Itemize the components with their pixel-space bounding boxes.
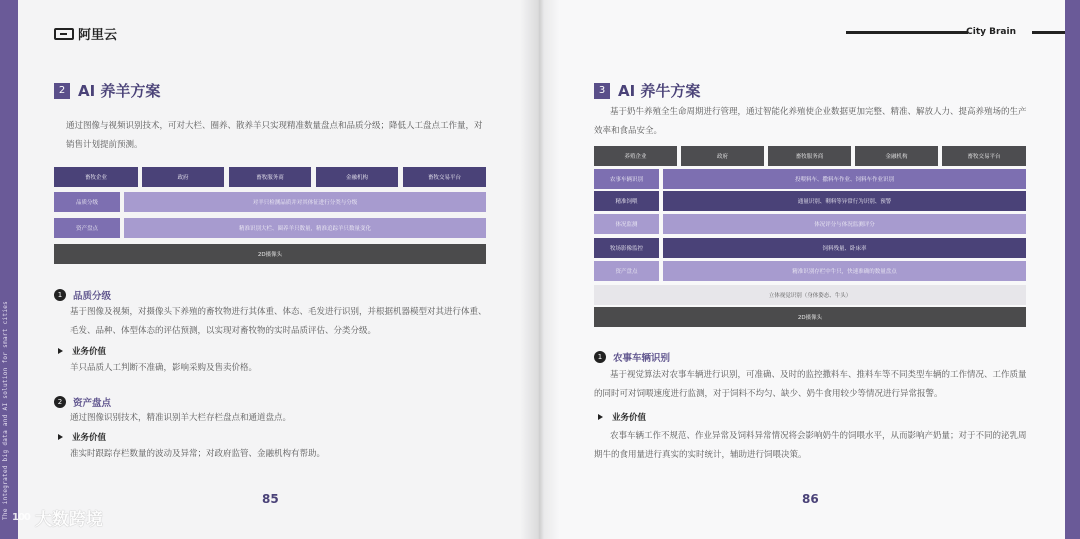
diagram-stakeholder: 养殖企业 bbox=[594, 146, 677, 166]
diagram-stakeholder: 金融机构 bbox=[855, 146, 938, 166]
triangle-bullet-icon bbox=[58, 348, 63, 354]
watermark-icon: 100 bbox=[12, 512, 30, 523]
value-text: 准实时跟踪存栏数量的波动及异常；对政府监管、金融机构有帮助。 bbox=[70, 449, 326, 459]
diagram-row-label: 资产盘点 bbox=[54, 218, 120, 238]
diagram-stakeholder: 畜牧交易平台 bbox=[403, 167, 486, 187]
diagram-stakeholder: 畜牧企业 bbox=[54, 167, 138, 187]
subsection-text: 基于图像及视频，对摄像头下养殖的畜牧物进行其体重、体态、毛发进行识别，并根据机器模型对其进行体重、毛发、品种、体型体态的评估预测，以实现对畜牧物的实时品质评估、分类分级。 bbox=[70, 307, 487, 336]
value-heading: 业务价值 bbox=[58, 431, 106, 443]
subsection-text: 通过图像识别技术，精准识别羊大栏存栏盘点和通道盘点。 bbox=[70, 413, 292, 423]
diagram-row-label: 体况监测 bbox=[594, 214, 659, 234]
diagram-stakeholder: 金融机构 bbox=[316, 167, 398, 187]
diagram-stakeholder: 畜牧交易平台 bbox=[942, 146, 1026, 166]
diagram-row-label: 品质分级 bbox=[54, 192, 120, 212]
right-color-strip bbox=[1065, 0, 1080, 539]
value-text: 羊只品质人工判断不准确，影响采购及售卖价格。 bbox=[70, 363, 258, 373]
subsection-number: 1 bbox=[54, 289, 66, 301]
page-number: 86 bbox=[802, 492, 819, 506]
diagram-row-content: 通量识别、剩料等异常行为识别、预警 bbox=[663, 191, 1026, 211]
diagram-sensor-row: 立体视觉识别（身体姿态、牛头） bbox=[594, 285, 1026, 305]
diagram-base-camera: 2D摄像头 bbox=[594, 307, 1026, 327]
diagram-stakeholder: 政府 bbox=[681, 146, 764, 166]
subsection-title: 资产盘点 bbox=[73, 398, 112, 409]
section-heading bbox=[594, 80, 700, 101]
section-title: AI 养牛方案 bbox=[618, 82, 701, 100]
right-page bbox=[540, 0, 1080, 539]
diagram-stakeholder: 政府 bbox=[142, 167, 224, 187]
diagram-row-label: 资产盘点 bbox=[594, 261, 659, 281]
header-rule bbox=[846, 31, 968, 34]
subsection-number: 1 bbox=[594, 351, 606, 363]
section-heading bbox=[54, 80, 160, 101]
triangle-bullet-icon bbox=[598, 414, 603, 420]
triangle-bullet-icon bbox=[58, 434, 63, 440]
subsection-title: 农事车辆识别 bbox=[613, 353, 671, 364]
diagram-row-content: 投喂料车、撒料车作业、饲料车作业识别 bbox=[663, 169, 1026, 189]
side-caption: The integrated big data and AI solution for smart cities bbox=[2, 300, 9, 520]
subsection-number: 2 bbox=[54, 396, 66, 408]
diagram-row-content: 精准识别存栏中牛只，快速准确的数量盘点 bbox=[663, 261, 1026, 281]
diagram-row-content: 精准识别大栏、圈养羊只数量，精准追踪羊只数量变化 bbox=[124, 218, 486, 238]
diagram-row-label: 牧场影像监控 bbox=[594, 238, 659, 258]
diagram-row-content: 体况评分与体况监测评分 bbox=[663, 214, 1026, 234]
diagram-row-label: 农事车辆识别 bbox=[594, 169, 659, 189]
value-heading: 业务价值 bbox=[58, 345, 106, 357]
logo-text: 阿里云 bbox=[78, 28, 118, 43]
value-heading: 业务价值 bbox=[598, 411, 646, 423]
diagram-row-label: 精准饲喂 bbox=[594, 191, 659, 211]
subsection-text: 基于视觉算法对农事车辆进行识别，可准确、及时的监控撒料车、推料车等不同类型车辆的工作情况、工作质量的同时可对饲喂速度进行监测，对于饲料不均匀、缺少、奶牛食用较少等情况进行异常报警。 bbox=[594, 370, 1027, 399]
section-number: 2 bbox=[54, 83, 70, 99]
subsection-heading bbox=[594, 350, 670, 364]
section-intro: 基于奶牛养殖全生命周期进行管理，通过智能化养殖使企业数据更加完整、精准、解放人力、提高养殖场的生产效率和食品安全。 bbox=[594, 107, 1027, 136]
section-intro: 通过图像与视频识别技术，可对大栏、圈养、散养羊只实现精准数量盘点和品质分级；降低人工盘点工作量，对销售计划提前预测。 bbox=[66, 121, 483, 150]
value-text: 农事车辆工作不规范、作业异常及饲料异常情况将会影响奶牛的饲喂水平，从而影响产奶量；对于不同的泌乳周期牛的食用量进行真实的实时统计，辅助进行饲喂决策。 bbox=[594, 431, 1027, 460]
subsection-heading bbox=[54, 395, 111, 409]
diagram-row-content: 对羊只检测品质并对其体征进行分类与分级 bbox=[124, 192, 486, 212]
section-title: AI 养羊方案 bbox=[78, 82, 161, 100]
subsection-title: 品质分级 bbox=[73, 291, 112, 302]
diagram-base-camera: 2D摄像头 bbox=[54, 244, 486, 264]
company-logo bbox=[54, 24, 117, 43]
logo-icon bbox=[54, 28, 74, 40]
watermark bbox=[12, 505, 103, 530]
diagram-stakeholder: 畜牧服务商 bbox=[229, 167, 311, 187]
page-number: 85 bbox=[262, 492, 279, 506]
diagram-stakeholder: 畜牧服务商 bbox=[768, 146, 851, 166]
header-rule bbox=[1032, 31, 1066, 34]
diagram-row-content: 饲料残量、卧床率 bbox=[663, 238, 1026, 258]
brand-label: City Brain bbox=[966, 27, 1016, 37]
subsection-heading bbox=[54, 288, 111, 302]
book-gutter bbox=[520, 0, 560, 539]
watermark-text: 大数跨境 bbox=[34, 510, 103, 530]
section-number: 3 bbox=[594, 83, 610, 99]
